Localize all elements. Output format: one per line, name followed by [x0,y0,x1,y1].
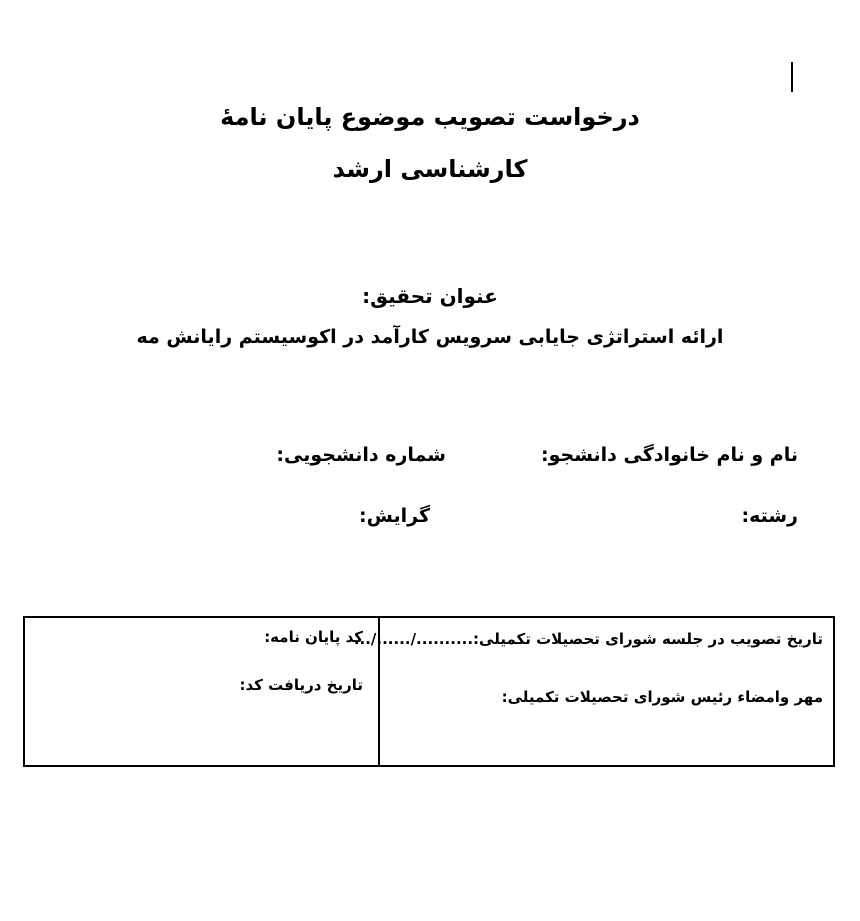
student-number-label: شماره دانشجویی: [276,444,446,466]
approval-date-label: تاریخ تصویب در جلسه شورای تحصیلات تکمیلی:........../....../... [353,630,823,648]
approval-box [23,616,835,767]
thesis-code-label: کد پایان نامه: [264,628,363,646]
page-corner-mark [791,62,793,92]
student-name-label: نام و نام خانوادگی دانشجو: [540,444,798,466]
research-title: ارائه استراتژی جایابی سرویس کارآمد در اکوسیستم رایانش مه [136,326,724,348]
specialization-label: گرایش: [359,505,430,527]
seal-signature-label: مهر وامضاء رئیس شورای تحصیلات تکمیلی: [501,688,823,706]
major-label: رشته: [741,505,798,527]
research-title-label: عنوان تحقیق: [362,284,498,308]
receipt-date-label: تاریخ دریافت کد: [239,676,363,694]
form-title: درخواست تصویب موضوع پایان نامهٔ [220,103,640,131]
degree-level-title: کارشناسی ارشد [332,155,528,183]
